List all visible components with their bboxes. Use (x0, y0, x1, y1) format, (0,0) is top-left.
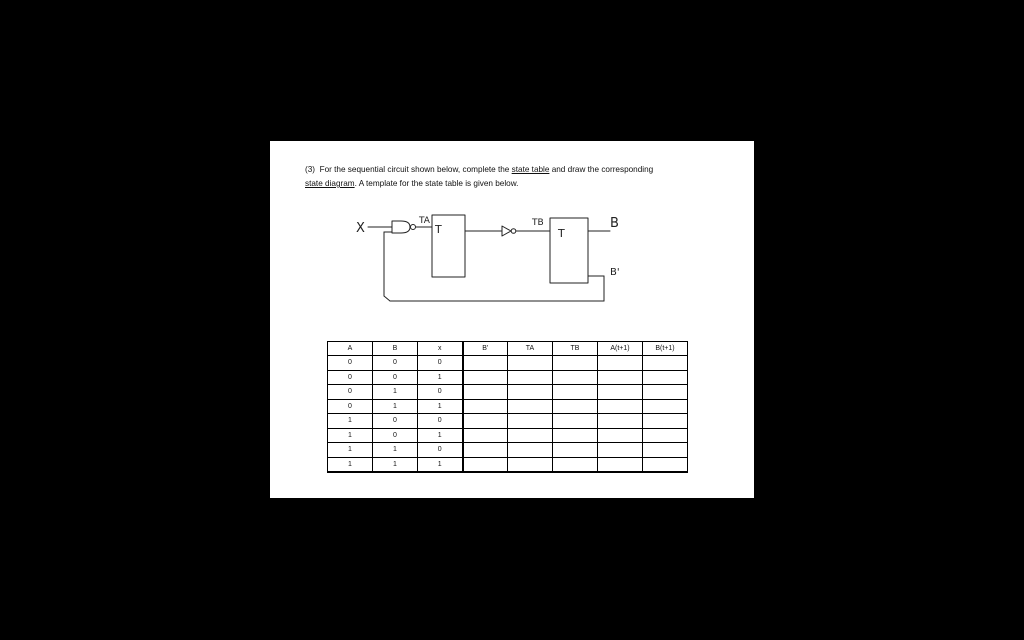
cell (643, 399, 688, 414)
problem-number: (3) (305, 165, 316, 174)
cell (643, 443, 688, 458)
header-b: B (373, 342, 418, 356)
state-diagram-term: state diagram (305, 179, 355, 188)
cell: 1 (373, 443, 418, 458)
tb-label: TB (532, 218, 544, 228)
cell (643, 370, 688, 385)
cell: 1 (418, 370, 463, 385)
table-row (328, 414, 688, 429)
cell: 0 (418, 385, 463, 400)
cell (463, 370, 508, 385)
cell (508, 414, 553, 429)
document-page (270, 141, 754, 498)
cell (598, 414, 643, 429)
output-b-label: B (610, 216, 619, 231)
flip-flop-b (550, 218, 588, 283)
problem-text-3: . A template for the state table is given below. (354, 179, 519, 188)
problem-text-2: and draw the corresponding (551, 165, 654, 174)
cell (508, 370, 553, 385)
table-row (328, 457, 688, 472)
header-a: A (328, 342, 373, 356)
cell (598, 428, 643, 443)
cell (553, 356, 598, 371)
cell (553, 428, 598, 443)
cell (598, 356, 643, 371)
header-tb: TB (553, 342, 598, 356)
cell (463, 356, 508, 371)
cell: 0 (328, 385, 373, 400)
cell (598, 370, 643, 385)
cell (643, 356, 688, 371)
input-x-label: X (356, 221, 365, 236)
table-row (328, 385, 688, 400)
header-a-next: A(t+1) (598, 342, 643, 356)
cell: 0 (373, 356, 418, 371)
cell (463, 385, 508, 400)
cell: 1 (373, 457, 418, 472)
cell (598, 385, 643, 400)
cell (508, 428, 553, 443)
cell: 1 (328, 457, 373, 472)
cell: 1 (373, 385, 418, 400)
table-row (328, 428, 688, 443)
cell: 1 (418, 457, 463, 472)
cell (598, 443, 643, 458)
feedback-wire-corner (384, 296, 390, 301)
cell (643, 457, 688, 472)
ff-b-t-label: T (558, 227, 565, 240)
cell (553, 457, 598, 472)
cell (553, 385, 598, 400)
cell: 0 (373, 414, 418, 429)
cell: 1 (328, 443, 373, 458)
cell (643, 428, 688, 443)
ta-label: TA (419, 216, 430, 226)
cell (553, 443, 598, 458)
cell (508, 356, 553, 371)
header-b-next: B(t+1) (643, 342, 688, 356)
cell: 0 (328, 370, 373, 385)
header-ta: TA (508, 342, 553, 356)
cell (553, 414, 598, 429)
nand-bubble (411, 225, 416, 230)
cell: 0 (418, 414, 463, 429)
cell: 0 (418, 443, 463, 458)
cell (508, 399, 553, 414)
cell: 1 (418, 399, 463, 414)
table-header-row (328, 342, 688, 356)
state-table (327, 341, 688, 473)
cell (463, 399, 508, 414)
cell: 0 (418, 356, 463, 371)
cell: 0 (328, 356, 373, 371)
cell (463, 428, 508, 443)
cell: 0 (328, 399, 373, 414)
cell (643, 385, 688, 400)
cell: 1 (418, 428, 463, 443)
cell (463, 414, 508, 429)
cell: 0 (373, 428, 418, 443)
nand-gate (392, 221, 410, 233)
table-row (328, 443, 688, 458)
output-b-not-label: B' (610, 267, 620, 278)
cell (598, 399, 643, 414)
cell (553, 399, 598, 414)
table-row (328, 370, 688, 385)
cell (643, 414, 688, 429)
problem-text-1: For the sequential circuit shown below, complete the (319, 165, 510, 174)
inverter (502, 226, 511, 236)
cell (598, 457, 643, 472)
cell: 1 (328, 414, 373, 429)
cell (463, 443, 508, 458)
cell (508, 443, 553, 458)
inverter-bubble (511, 229, 516, 234)
cell (508, 457, 553, 472)
cell: 0 (373, 370, 418, 385)
cell: 1 (328, 428, 373, 443)
header-b-not: B' (463, 342, 508, 356)
cell (463, 457, 508, 472)
header-x: x (418, 342, 463, 356)
cell: 1 (373, 399, 418, 414)
table-row (328, 356, 688, 371)
state-table-term: state table (511, 165, 550, 174)
cell (508, 385, 553, 400)
table-row (328, 399, 688, 414)
cell (553, 370, 598, 385)
ff-a-t-label: T (435, 223, 442, 236)
